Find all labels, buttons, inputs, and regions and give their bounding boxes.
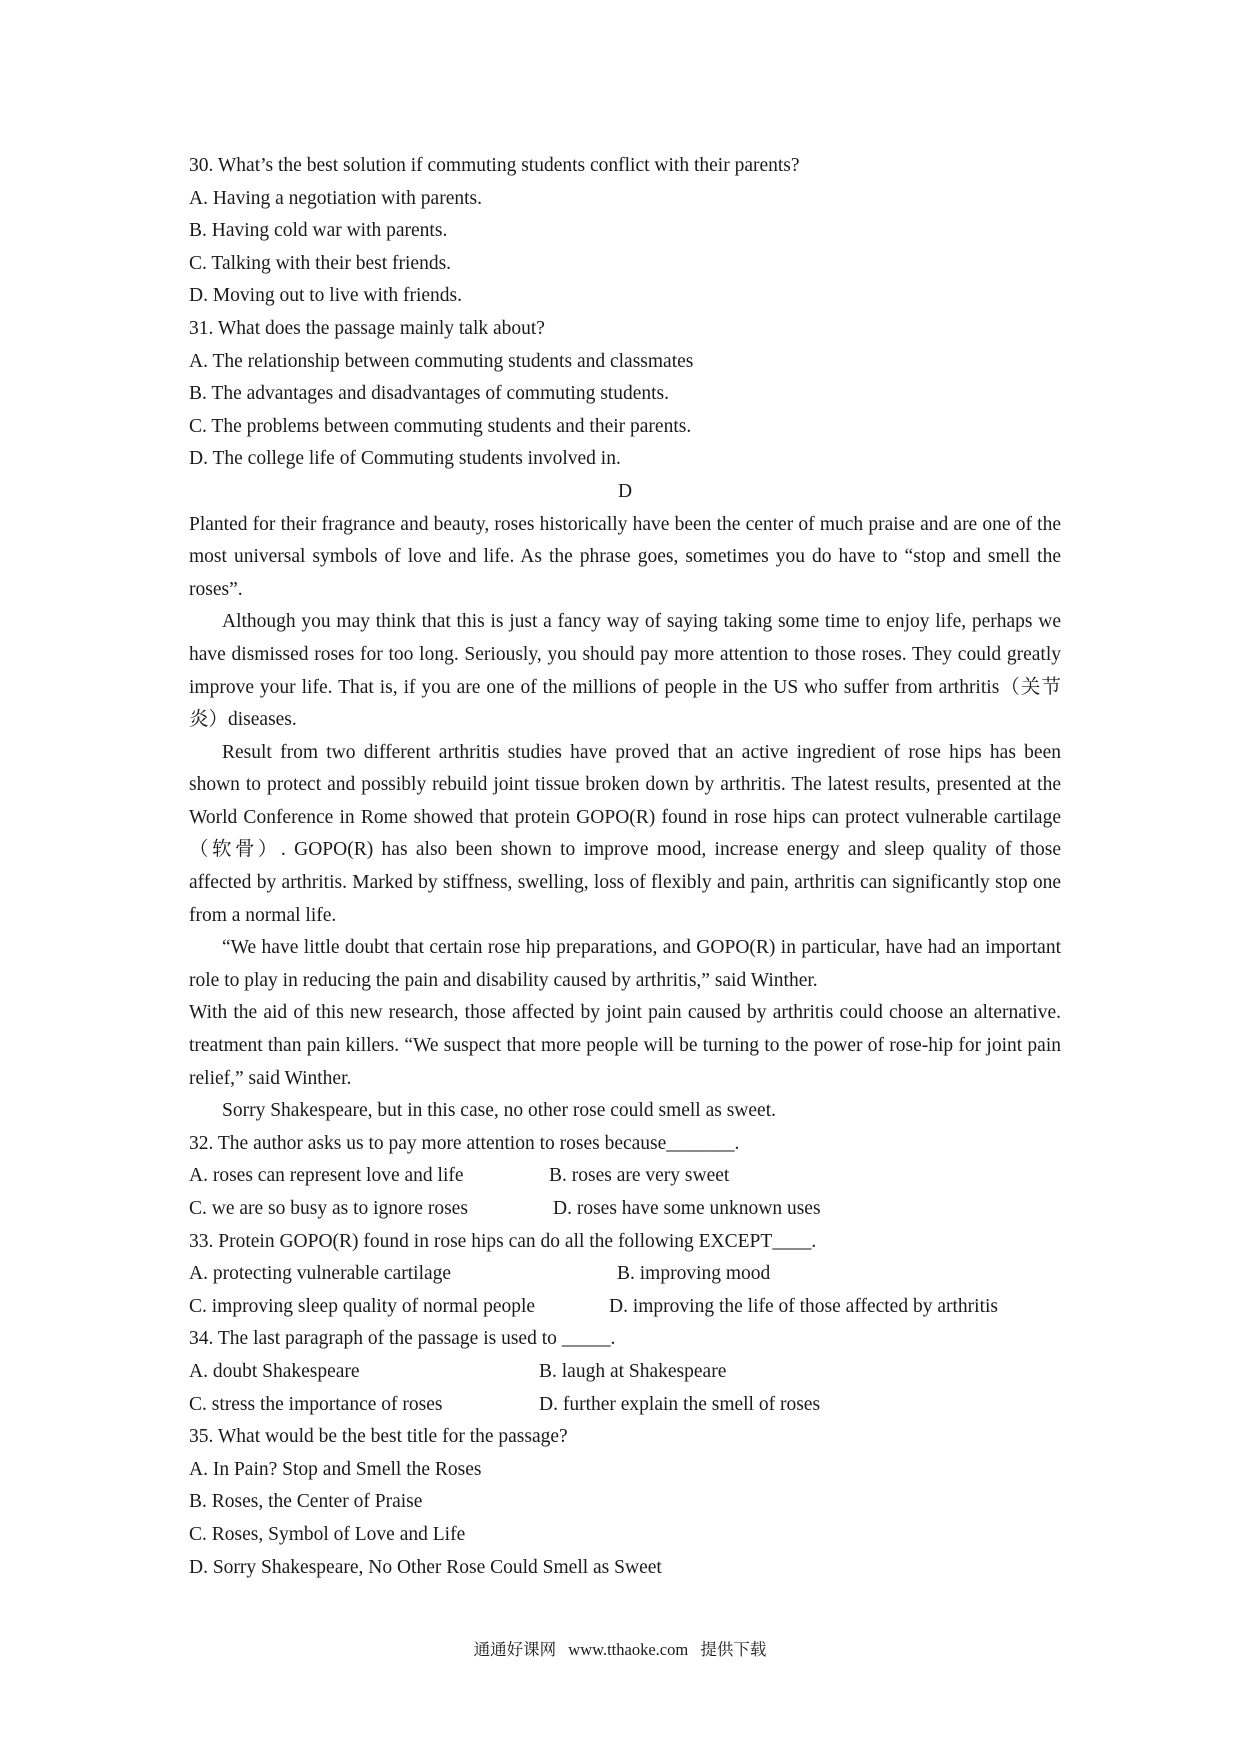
q30-option-d: D. Moving out to live with friends. — [189, 285, 462, 307]
q32-option-d: D. roses have some unknown uses — [553, 1198, 821, 1219]
q33-option-d: D. improving the life of those affected by arthritis — [609, 1295, 998, 1317]
question-35: 35. What would be the best title for the passage? — [189, 1426, 568, 1448]
q32-option-b: B. roses are very sweet — [549, 1165, 730, 1187]
q31-option-c: C. The problems between commuting students and their parents. — [189, 415, 692, 437]
q30-option-c: C. Talking with their best friends. — [189, 252, 452, 274]
passage-paragraph-6: Sorry Shakespeare, but in this case, no other rose could smell as sweet. — [222, 1100, 776, 1122]
q35-option-d: D. Sorry Shakespeare, No Other Rose Could Smell as Sweet — [189, 1556, 662, 1578]
q32-option-c: C. we are so busy as to ignore roses — [189, 1198, 468, 1219]
q31-option-d: D. The college life of Commuting students involved in. — [189, 448, 621, 470]
passage-heading: D — [617, 480, 633, 502]
q30-option-b: B. Having cold war with parents. — [189, 220, 448, 242]
footer-suffix: 提供下载 — [700, 1640, 767, 1659]
footer-url[interactable]: www.tthaoke.com — [568, 1640, 689, 1659]
footer-site-name: 通通好课网 — [473, 1640, 557, 1659]
q34-options-row-1 — [189, 1356, 1061, 1389]
q33-option-c: C. improving sleep quality of normal people — [189, 1295, 536, 1317]
passage-paragraph-3: Result from two different arthritis studies have proved that an active ingredient of rose hips has been shown to protect and possibly rebuild joint tissue broken down by arthritis. The latest results, presented at the World Conference in Rome showed that protein GOPO(R) found in rose hips can protect vulnerable cartilage（软骨）. GOPO(R) has also been shown to improve mood, increase energy and sleep quality of those affected by arthritis. Marked by stiffness, swelling, loss of flexibly and pain, arthritis can significantly stop one from a normal life. — [189, 741, 1061, 926]
q35-option-b: B. Roses, the Center of Praise — [189, 1491, 423, 1513]
passage-paragraph-4: “We have little doubt that certain rose hip preparations, and GOPO(R) in particular, have had an important role to play in reducing the pain and disability caused by arthritis,” said Winther. — [189, 937, 1061, 991]
question-32: 32. The author asks us to pay more attention to roses because_______. — [189, 1132, 740, 1154]
q33-option-b: B. improving mood — [617, 1263, 771, 1285]
question-33: 33. Protein GOPO(R) found in rose hips can do all the following EXCEPT____. — [189, 1230, 817, 1252]
page-footer — [0, 1636, 1240, 1660]
passage-paragraph-5: With the aid of this new research, those affected by joint pain caused by arthritis could choose an alternative. treatment than pain killers. “We suspect that more people will be turning to the power of rose-hip for joint pain relief,” said Winther. — [189, 1002, 1061, 1089]
q32-option-a: A. roses can represent love and life — [189, 1165, 464, 1187]
exam-page — [189, 150, 1061, 1584]
q35-option-c: C. Roses, Symbol of Love and Life — [189, 1523, 466, 1545]
question-30: 30. What’s the best solution if commuting students conflict with their parents? — [189, 155, 800, 176]
question-34: 34. The last paragraph of the passage is used to _____. — [189, 1328, 616, 1350]
passage-paragraph-2: Although you may think that this is just a fancy way of saying taking some time to enjoy life, perhaps we have dismissed roses for too long. Seriously, you should pay more attention to those roses. They could greatly improve your life. That is, if you are one of the millions of people in the US who suffer from arthritis（关节炎）diseases. — [189, 611, 1061, 731]
q33-option-a: A. protecting vulnerable cartilage — [189, 1263, 452, 1285]
q34-option-a: A. doubt Shakespeare — [189, 1360, 360, 1382]
question-31: 31. What does the passage mainly talk about? — [189, 317, 545, 339]
q32-options-row-2 — [189, 1193, 1061, 1226]
q34-options-row-2 — [189, 1389, 1061, 1422]
q33-options-row-1 — [189, 1258, 1061, 1291]
q35-option-a: A. In Pain? Stop and Smell the Roses — [189, 1458, 482, 1480]
q34-option-d: D. further explain the smell of roses — [539, 1393, 821, 1415]
q31-option-b: B. The advantages and disadvantages of commuting students. — [189, 383, 669, 405]
q31-option-a: A. The relationship between commuting students and classmates — [189, 350, 694, 372]
q34-option-c: C. stress the importance of roses — [189, 1393, 443, 1415]
q34-option-b: B. laugh at Shakespeare — [539, 1360, 727, 1382]
q30-option-a: A. Having a negotiation with parents. — [189, 187, 482, 209]
passage-paragraph-1: Planted for their fragrance and beauty, roses historically have been the center of much praise and are one of the most universal symbols of love and life. As the phrase goes, sometimes you do have to “stop and smell the roses”. — [189, 513, 1061, 600]
q32-options-row-1 — [189, 1160, 1061, 1193]
q33-options-row-2 — [189, 1291, 1061, 1324]
